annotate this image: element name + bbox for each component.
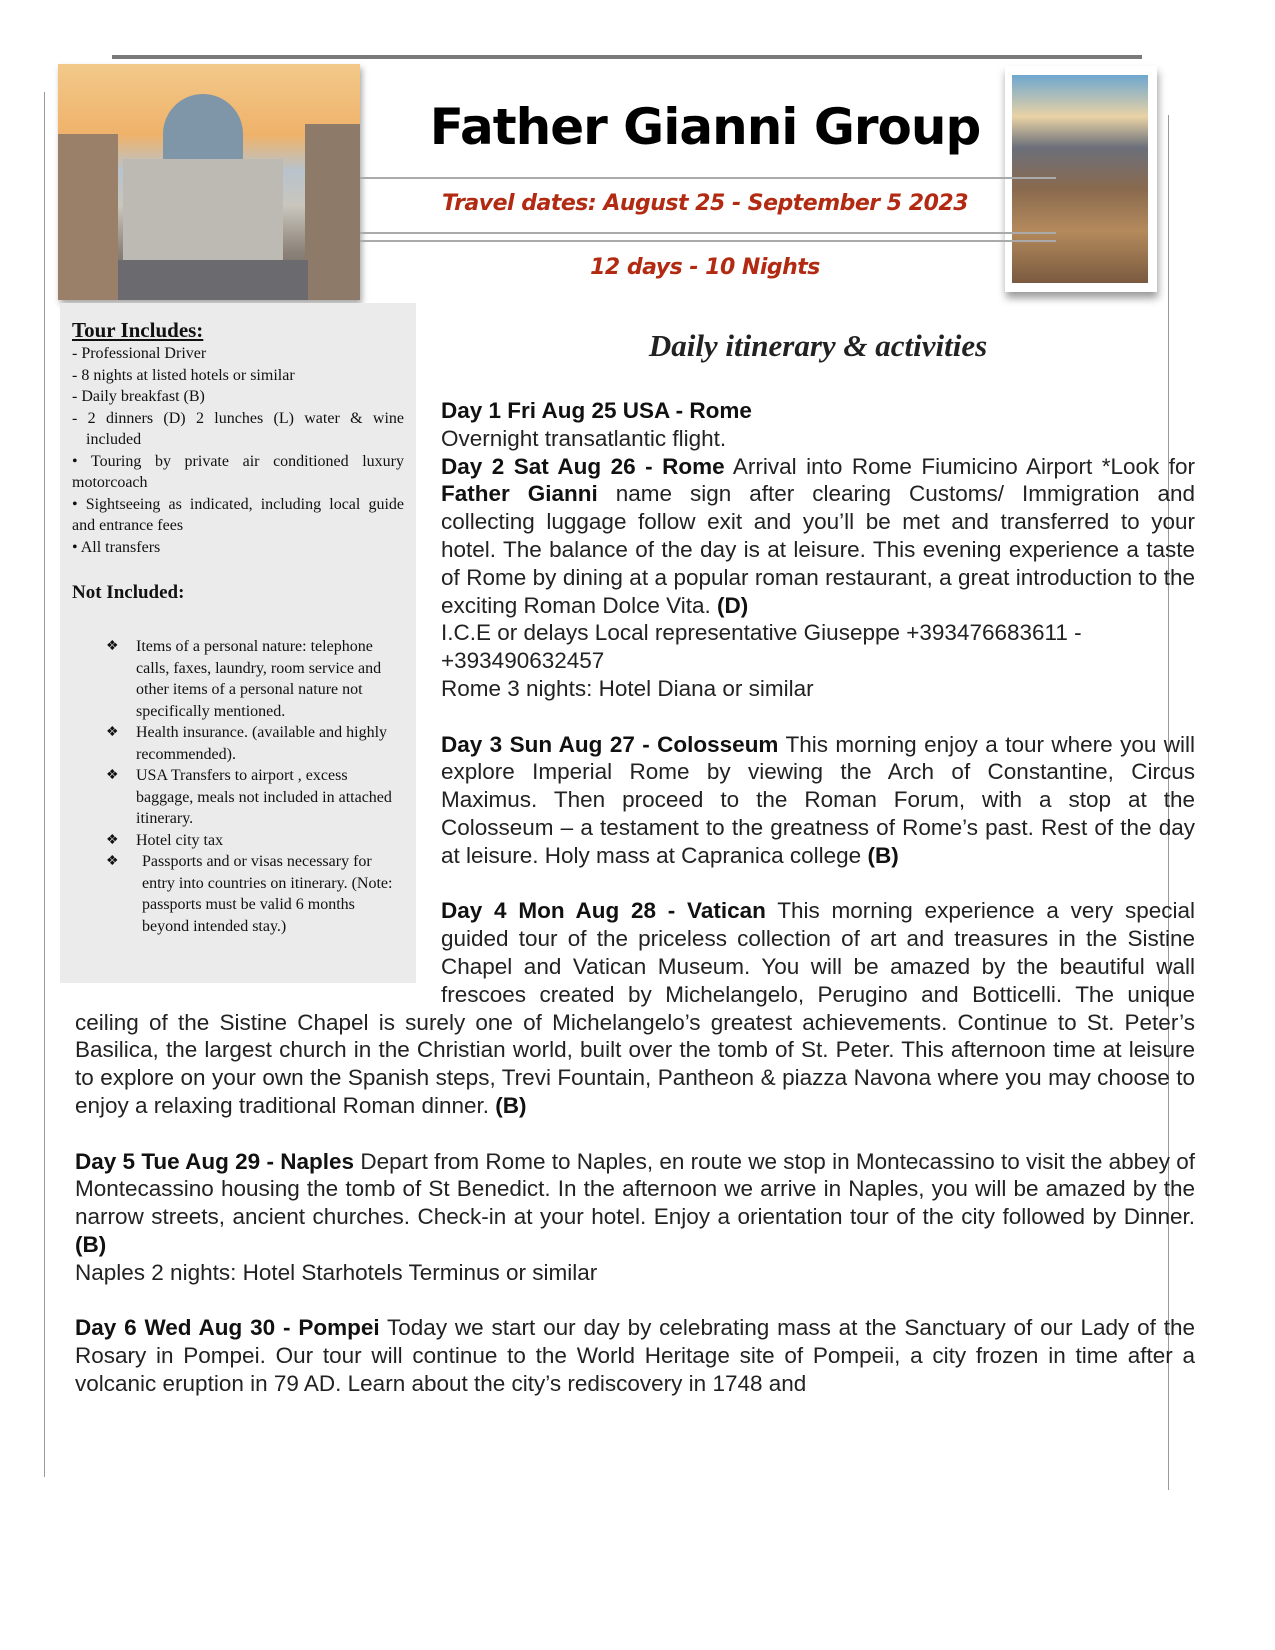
- include-item: - 8 nights at listed hotels or similar: [72, 366, 295, 384]
- hotel-info: Naples 2 nights: Hotel Starhotels Terminus or similar: [75, 1259, 598, 1285]
- not-included-item: ❖ Passports and or visas necessary for entry into countries on itinerary. (Note: passports must be valid 6 months beyond intended stay.): [136, 851, 404, 937]
- not-included-heading: Not Included:: [72, 582, 185, 603]
- meal-code: (B): [867, 842, 899, 868]
- divider: [360, 177, 1056, 179]
- top-rule: [112, 55, 1142, 59]
- day-6: [75, 1314, 1195, 1397]
- emergency-contact: I.C.E or delays Local representative Giuseppe +393476683611 - +393490632457: [441, 620, 1082, 674]
- divider: [360, 240, 1056, 242]
- divider: [360, 232, 1056, 234]
- meal-code: (B): [495, 1092, 527, 1118]
- hotel-info: Rome 3 nights: Hotel Diana or similar: [441, 675, 814, 701]
- page-title: Father Gianni Group: [429, 98, 981, 156]
- include-item: - Daily breakfast (B): [72, 388, 205, 405]
- not-included-item: ❖ Items of a personal nature: telephone calls, faxes, laundry, room service and other items of a personal nature not specifically mentioned.: [136, 636, 404, 722]
- trip-duration: 12 days - 10 Nights: [590, 255, 820, 280]
- day-title: Day 2 Sat Aug 26 - Rome: [441, 453, 725, 479]
- tour-includes-heading: Tour Includes:: [72, 318, 204, 342]
- day-title: Day 4 Mon Aug 28 - Vatican: [441, 898, 766, 924]
- include-item: • Touring by private air conditioned luxury motorcoach: [72, 452, 404, 491]
- day-text: Today we start our day by celebrating mass at the Sanctuary of our Lady of the Rosary in Pompei. Our tour will continue to the World Heritage site of Pompeii, a city frozen in time after a volcanic eruption in 79 AD. Learn about the city’s rediscovery in 1748 and: [75, 1315, 1195, 1396]
- day-title: Day 1 Fri Aug 25 USA - Rome: [441, 398, 752, 423]
- day-title: Day 3 Sun Aug 27 - Colosseum: [441, 731, 779, 757]
- meal-code: (D): [716, 592, 749, 618]
- left-margin-rule: [44, 92, 45, 1477]
- include-item: • All transfers: [72, 538, 161, 556]
- itinerary-heading: Daily itinerary & activities: [648, 328, 988, 363]
- meal-code: (B): [75, 1231, 107, 1257]
- day-text: Depart from Rome to Naples, en route we stop in Montecassino to visit the abbey of Montecassino housing the tomb of St Benedict. In the afternoon we arrive in Naples, you will be amazed by the narrow streets, ancient churches. Check-in at your hotel. Enjoy a orientation tour of the city followed by Dinner.: [75, 1148, 1196, 1230]
- day-text: Arrival into Rome Fiumicino Airport *Look for: [724, 453, 1196, 479]
- day-text: Overnight transatlantic flight.: [441, 425, 727, 451]
- include-item: • Sightseeing as indicated, including local guide and entrance fees: [72, 495, 404, 534]
- day-title: Day 6 Wed Aug 30 - Pompei: [75, 1315, 380, 1341]
- travel-dates: Travel dates: August 25 - September 5 2023: [441, 191, 968, 216]
- include-item: - Professional Driver: [72, 345, 207, 362]
- inclusions-sidebar: [60, 303, 416, 983]
- not-included-list: [72, 636, 404, 937]
- not-included-item: ❖ Health insurance. (available and highly recommended).: [136, 722, 404, 765]
- day-title: Day 5 Tue Aug 29 - Naples: [75, 1148, 355, 1174]
- day-text: name sign after clearing Customs/ Immigration and collecting luggage follow exit and you’ll be met and transferred to your hotel. The balance of the day is at leisure. This evening experience a taste of Rome by dining at a popular roman restaurant, a great introduction to the exciting Roman Dolce Vita.: [441, 481, 1195, 618]
- include-item: - 2 dinners (D) 2 lunches (L) water & wine included: [72, 409, 404, 448]
- day-text: This morning experience a very special guided tour of the priceless collection of art and treasures in the Sistine Chapel and Vatican Museum. You will be amazed by the beautiful wall frescoes created by Michelangelo, Perugino and Botticelli. The unique ceiling of the Sistine Chapel is surely one of Michelangelo’s greatest achievements. Continue to St. Peter’s Basilica, the largest church in the Christian world, built over the tomb of St. Peter. This afternoon time at leisure to explore on your own the Spanish steps, Trevi Fountain, Pantheon & piazza Navona where you may choose to enjoy a relaxing traditional Roman dinner.: [75, 898, 1195, 1118]
- day-text: This morning enjoy a tour where you will explore Imperial Rome by viewing the Arch of Constantine, Circus Maximus. Then proceed to the Roman Forum, with a stop at the Colosseum – a testament to the greatness of Rome’s past. Rest of the day at leisure. Holy mass at Capranica college: [441, 731, 1195, 868]
- not-included-item: ❖ Hotel city tax: [136, 830, 404, 852]
- not-included-item: ❖ USA Transfers to airport , excess baggage, meals not included in attached itinerary.: [136, 765, 404, 830]
- st-peters-basilica-photo: [58, 64, 360, 300]
- itinerary-content: [72, 303, 1196, 1425]
- day-5: [75, 1148, 1195, 1287]
- guide-name: Father Gianni: [441, 481, 598, 507]
